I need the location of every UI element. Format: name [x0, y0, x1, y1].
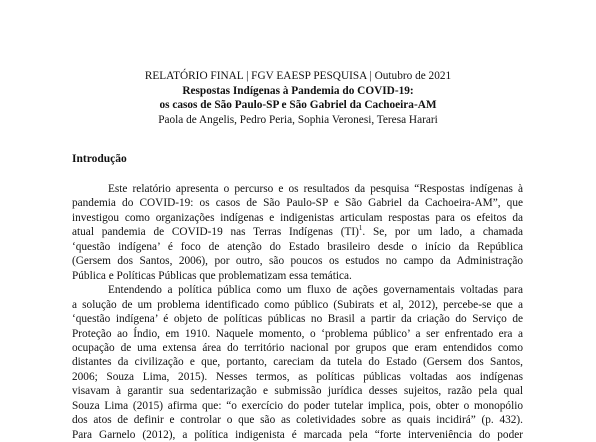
paragraph-1 — [72, 182, 523, 283]
report-label: RELATÓRIO FINAL | FGV EAESP PESQUISA | Outubro de 2021 — [144, 70, 452, 82]
text-line: distantes da civilização e que, portanto, careciam da tutela do Estado (Gersem dos Santos, — [72, 356, 523, 369]
text-line: Para Garnelo (2012), a política indigenista é marcada pela “forte interveniência do poder — [72, 428, 523, 441]
report-subtitle: os casos de São Paulo-SP e São Gabriel da Cachoeira-AM — [159, 99, 437, 111]
text-line: ocupação de uma extensa área do território nacional por grupos que eram entendidos como — [72, 341, 523, 354]
text-line: Este relatório apresenta o percurso e os resultados da pesquisa “Respostas indígenas à — [108, 183, 523, 195]
text-line: pandemia do COVID-19: os casos de São Paulo-SP e São Gabriel da Cachoeira-AM”, que — [72, 197, 523, 210]
footnote-marker[interactable]: 1 — [358, 224, 363, 233]
text-line: ‘questão indígena’ é foco de atenção do Estado brasileiro desde o início da República — [72, 240, 523, 253]
report-authors: Paola de Angelis, Pedro Peria, Sophia Veronesi, Teresa Harari — [158, 113, 438, 126]
text-line: Entendendo a política pública como um fluxo de ações governamentais voltadas para — [108, 284, 523, 297]
text-line: a solução de um problema identificado como público (Subirats et al, 2012), percebe-se que a — [72, 298, 523, 311]
text-line: investigou como organizações indígenas e indigenistas articulam respostas para os efeitos da — [72, 211, 523, 224]
text-line: visavam à garantir sua sedentarização e submissão jurídica desses sujeitos, razão pela qual — [72, 385, 523, 398]
paragraph-2 — [72, 283, 523, 442]
section-heading: Introdução — [72, 153, 127, 165]
text-segment: atual pandemia de COVID-19 nas Terras Indígenas (TI) — [72, 226, 359, 239]
text-line: Souza Lima (2015) afirma que: “o exercício do poder tutelar implica, pois, obter o monopólio — [72, 399, 523, 412]
body-text — [72, 182, 523, 442]
report-header — [0, 69, 596, 127]
text-line: (Gersem dos Santos, 2006), por outro, são poucos os estudos no campo da Administração — [72, 255, 523, 268]
text-line: Proteção ao Índio, em 1910. Naquele momento, o ‘problema público’ a ser enfrentado era a — [72, 327, 523, 340]
report-title: Respostas Indígenas à Pandemia do COVID-19: — [182, 84, 414, 97]
text-line: 2006; Souza Lima, 2015). Nesses termos, as políticas públicas voltadas aos indígenas — [72, 370, 523, 383]
text-line — [72, 225, 523, 239]
text-line: Pública e Políticas Públicas que problematizam essa temática. — [72, 269, 352, 282]
text-segment: . Se, por um lado, a chamada — [362, 226, 523, 239]
text-line: ‘questão indígena’ é objeto de políticas públicas no Brasil a partir da criação do Serviço de — [72, 313, 523, 326]
text-line: dos atos de definir e controlar o que são as coletividades sobre as quais incidirá” (p. 432). — [72, 414, 523, 427]
